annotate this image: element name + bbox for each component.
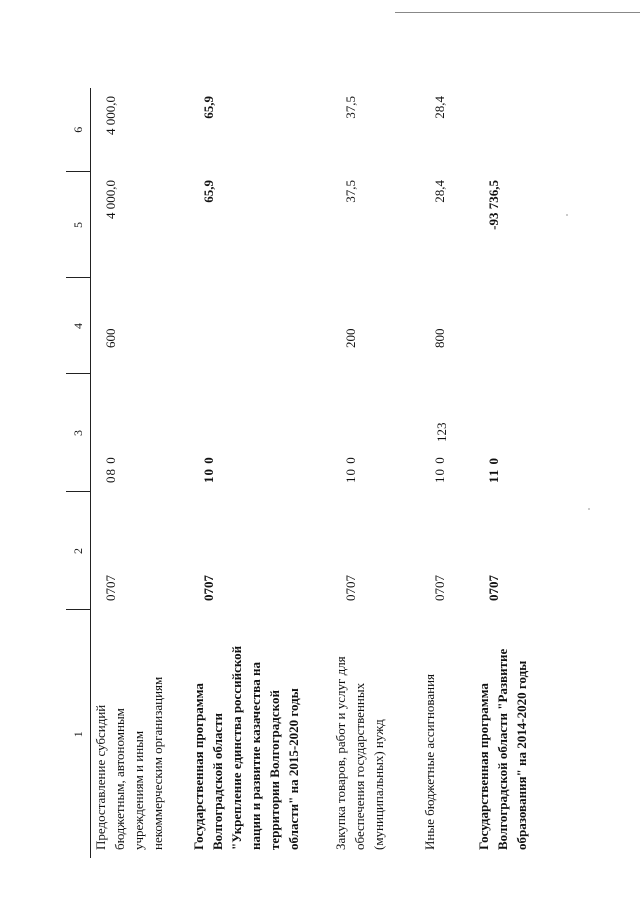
article-cell: 10 0	[432, 456, 447, 483]
row-name-line: Иные бюджетные ассигнования	[422, 673, 437, 850]
table-header-row	[66, 88, 91, 858]
amount-col5-cell: -93 736,5	[486, 180, 501, 230]
header-col-2: 2	[66, 492, 91, 610]
expense-type-cell: 600	[103, 328, 118, 348]
scan-speck	[588, 508, 590, 510]
table-row	[474, 88, 551, 858]
row-name-line: Волгоградской области "Развитие	[495, 648, 510, 850]
header-col-5: 5	[66, 172, 91, 278]
page-number: 123	[434, 422, 449, 442]
row-name-line: некоммерческим организациям	[150, 676, 165, 850]
section-cell: 0707	[103, 575, 118, 601]
row-name-cell	[91, 610, 190, 858]
scan-speck	[566, 214, 568, 216]
row-name-line: Государственная программа	[191, 683, 206, 850]
header-col-6: 6	[66, 88, 91, 172]
table-row	[331, 88, 420, 858]
row-name-cell	[331, 610, 420, 858]
amount-col5-cell: 4 000,0	[103, 180, 118, 219]
budget-table	[66, 88, 551, 858]
section-cell: 0707	[432, 575, 447, 601]
top-scan-rule	[395, 12, 640, 13]
amount-col6-cell: 37,5	[343, 96, 358, 119]
section-cell: 0707	[486, 575, 501, 601]
row-name-line: образования" на 2014-2020 годы	[514, 660, 529, 850]
expense-type-cell: 800	[432, 328, 447, 348]
row-name-cell	[420, 610, 474, 858]
row-name-cell	[474, 610, 551, 858]
header-col-3: 3	[66, 374, 91, 492]
row-name-line: учреждениям и иным	[131, 730, 146, 850]
expense-type-cell: 200	[343, 328, 358, 348]
amount-col5-cell: 28,4	[432, 180, 447, 203]
row-name-line: области" на 2015-2020 годы	[286, 688, 301, 850]
section-cell: 0707	[201, 575, 216, 601]
expense-type-cell	[189, 278, 331, 374]
amount-col6-cell: 28,4	[432, 96, 447, 119]
amount-col5-cell: 65,9	[201, 180, 216, 203]
rotated-table-container	[66, 88, 541, 858]
table-row	[91, 88, 190, 858]
amount-col6-cell: 65,9	[201, 96, 216, 119]
row-name-cell	[189, 610, 331, 858]
section-cell: 0707	[343, 575, 358, 601]
article-cell: 11 0	[486, 456, 501, 483]
expense-type-cell	[474, 278, 551, 374]
table-row	[189, 88, 331, 858]
row-name-line: обеспечения государственных	[352, 682, 367, 850]
row-name-line: Государственная программа	[476, 683, 491, 850]
table-row	[420, 88, 474, 858]
article-cell: 10 0	[201, 456, 216, 483]
row-name-line: "Укрепление единства российской	[229, 645, 244, 850]
article-cell: 08 0	[103, 456, 118, 483]
row-name-line: бюджетным, автономным	[112, 708, 127, 850]
row-name-line: нации и развитие казачества на	[248, 662, 263, 850]
header-col-1: 1	[66, 610, 91, 858]
row-name-line: Предоставление субсидий	[93, 704, 108, 850]
header-col-4: 4	[66, 278, 91, 374]
row-name-line: территории Волгоградской	[267, 690, 282, 850]
amount-col5-cell: 37,5	[343, 180, 358, 203]
row-name-line: Волгоградской области	[210, 712, 225, 850]
row-name-line: (муниципальных) нужд	[371, 719, 386, 850]
row-name-line: Закупка товаров, работ и услуг для	[333, 656, 348, 850]
amount-col6-cell	[474, 88, 551, 172]
amount-col6-cell: 4 000,0	[103, 96, 118, 135]
article-cell: 10 0	[343, 456, 358, 483]
